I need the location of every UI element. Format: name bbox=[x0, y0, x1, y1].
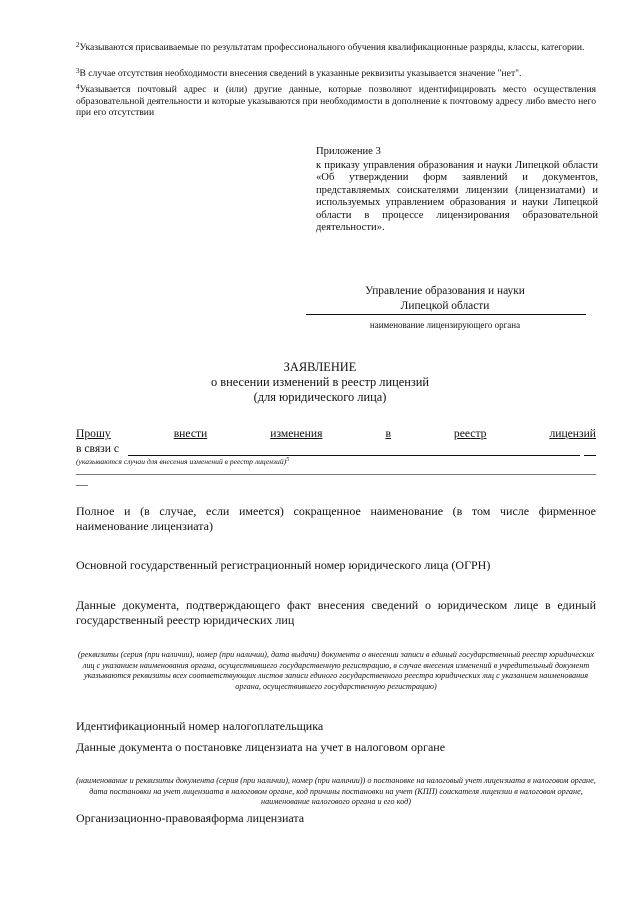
authority-underline bbox=[306, 314, 586, 315]
ogrn-label: Основной государственный регистрационный номер юридического лица (ОГРН) bbox=[76, 558, 491, 572]
document-subtitle-type: (для юридического лица) bbox=[253, 390, 387, 404]
reason-input-line-end bbox=[584, 455, 596, 456]
footnote-3 bbox=[76, 68, 596, 80]
footnote-text: В случае отсутствия необходимости внесения сведений в указанные реквизиты указывается значение "нет". bbox=[79, 68, 522, 79]
request-word: внести bbox=[173, 427, 208, 440]
egrul-document-label: Данные документа, подтверждающего факт внесения сведений о юридическом лице в единый государственный реестр юридических лиц bbox=[76, 598, 596, 627]
in-connection-label: в связи с bbox=[76, 442, 120, 455]
appendix-heading: Приложение 3 bbox=[316, 146, 381, 157]
footnote-mark: 3 bbox=[76, 67, 80, 75]
appendix-text: к приказу управления образования и науки Липецкой области «Об утверждении форм заявлений и документов, представляемых соискателями лицензии (лицензиатами) и используемых управлением образования и науки Липецкой области в процессе лицензирования образовательной деятельности». bbox=[316, 160, 598, 234]
footnote-mark: 2 bbox=[76, 41, 80, 49]
reason-note-text: (указываются случаи для внесения изменений в реестр лицензий) bbox=[76, 457, 287, 466]
authority-name-line1: Управление образования и науки bbox=[365, 285, 525, 297]
reason-note bbox=[76, 457, 289, 466]
request-word: в bbox=[385, 427, 391, 440]
document-title: ЗАЯВЛЕНИЕ bbox=[283, 360, 357, 374]
full-name-label: Полное и (в случае, если имеется) сокращенное наименование (в том числе фирменное наименование лицензиата) bbox=[76, 504, 596, 533]
footnote-text: Указывается почтовый адрес и (или) другие данные, которые позволяют идентифицировать место осуществления образовательной деятельности и которые указываются при необходимости в дополнение к почтовому адресу либо вместо него при его отсутствии bbox=[76, 84, 596, 119]
egrul-document-note: (реквизиты (серия (при наличии), номер (при наличии), дата выдачи) документа о внесении записи в единый государственный реестр юридических лиц с указанием наименования органа, осуществившего государственную регистрацию, в случае внесения изменений в учредительный документ указываются реквизиты всех соответствующих листов записи единого государственного реестра юридических лиц с указанием наименования органа, осуществившего государственную регистрацию) bbox=[77, 650, 595, 691]
document-subtitle: о внесении изменений в реестр лицензий bbox=[210, 375, 430, 389]
request-line bbox=[76, 427, 596, 440]
footnote-text: Указываются присваиваемые по результатам профессионального обучения квалификационные разряды, классы, категории. bbox=[79, 42, 585, 53]
request-word: изменения bbox=[270, 427, 323, 440]
footnote-2 bbox=[76, 42, 596, 54]
reason-note-mark: 5 bbox=[286, 457, 290, 463]
reason-line-2[interactable] bbox=[76, 474, 596, 475]
inn-label: Идентификационный номер налогоплательщика bbox=[76, 719, 324, 733]
reason-line-3 bbox=[76, 485, 88, 486]
authority-name-line2: Липецкой области bbox=[400, 300, 490, 312]
request-word: реестр bbox=[453, 427, 487, 440]
request-word: лицензий bbox=[549, 427, 596, 440]
footnote-mark: 4 bbox=[76, 83, 80, 91]
tax-document-note: (наименование и реквизиты документа (серия (при наличии), номер (при наличии)) о постановке на налоговый учет лицензиата в налоговом органе, дата постановки на учет лицензиата в налоговом органе, код причины постановки на учет (КПП) соискателя лицензии в налоговом органе, наименование налогового органа и его код) bbox=[76, 776, 596, 807]
tax-document-label: Данные документа о постановке лицензиата на учет в налоговом органе bbox=[76, 740, 446, 754]
footnote-4 bbox=[76, 84, 596, 119]
reason-input-line[interactable] bbox=[128, 455, 580, 456]
request-word: Прошу bbox=[76, 427, 111, 440]
legal-form-label: Организационно-правоваяформа лицензиата bbox=[76, 811, 305, 825]
authority-caption: наименование лицензирующего органа bbox=[369, 320, 521, 330]
